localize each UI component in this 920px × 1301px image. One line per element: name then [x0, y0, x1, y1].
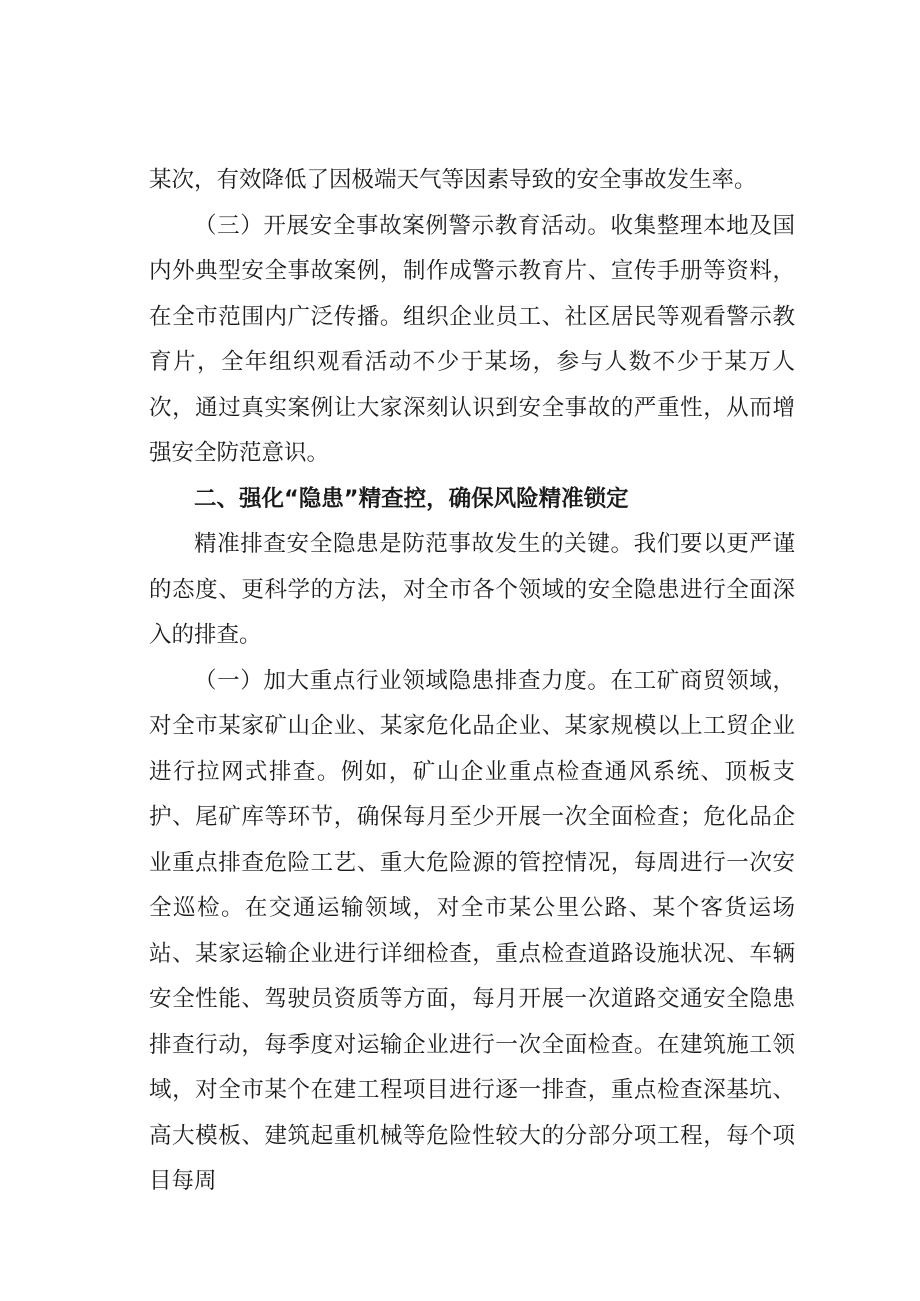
paragraph-continuation: 某次，有效降低了因极端天气等因素导致的安全事故发生率。 — [149, 167, 757, 193]
section-heading-two: 二、强化“隐患”精查控，确保风险精准锁定 — [194, 485, 629, 512]
paragraph-intro-hazard: 精准排查安全隐患是防范事故发生的关键。我们要以更严谨的态度、更科学的方法，对全市各个领域的安全隐患进行全面深入的排查。 — [149, 531, 795, 648]
paragraph-warning-education: （三）开展安全事故案例警示教育活动。收集整理本地及国内外典型安全事故案例，制作成警示教育片、宣传手册等资料，在全市范围内广泛传播。组织企业员工、社区居民等观看警示教育片，全年组织观看活动不少于某场，参与人数不少于某万人次，通过真实案例让大家深刻认识到安全事故的严重性，从而增强安全防范意识。 — [149, 212, 795, 466]
paragraph-key-industries: （一）加大重点行业领域隐患排查力度。在工矿商贸领域，对全市某家矿山企业、某家危化品企业、某家规模以上工贸企业进行拉网式排查。例如，矿山企业重点检查通风系统、顶板支护、尾矿库等环节，确保每月至少开展一次全面检查；危化品企业重点排查危险工艺、重大危险源的管控情况，每周进行一次安全巡检。在交通运输领域，对全市某公里公路、某个客货运场站、某家运输企业进行详细检查，重点检查道路设施状况、车辆安全性能、驾驶员资质等方面，每月开展一次道路交通安全隐患排查行动，每季度对运输企业进行一次全面检查。在建筑施工领域，对全市某个在建工程项目进行逐一排查，重点检查深基坑、高大模板、建筑起重机械等危险性较大的分部分项工程，每个项目每周 — [149, 667, 795, 1194]
document-body — [149, 158, 795, 1205]
